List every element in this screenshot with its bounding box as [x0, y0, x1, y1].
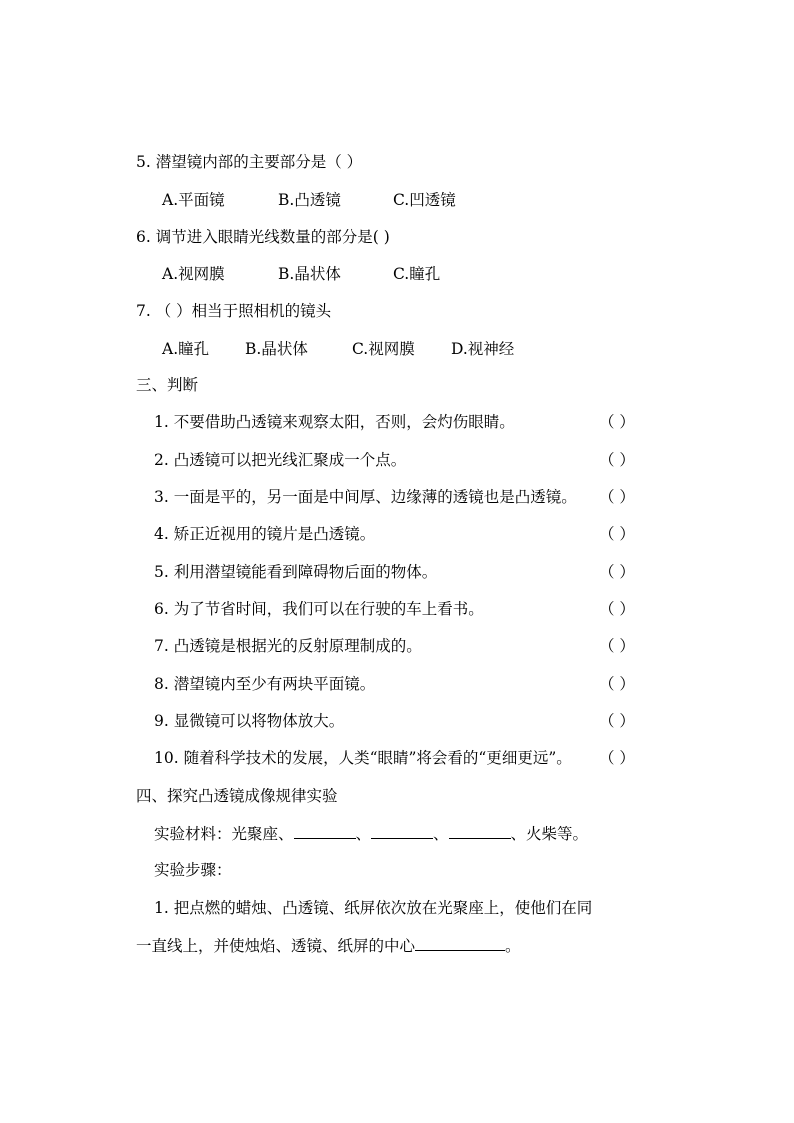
judge-item-5: 5. 利用潜望镜能看到障碍物后面的物体。 — [154, 563, 438, 581]
q5-option-c: C.凹透镜 — [393, 191, 456, 209]
judge-answer-paren-5[interactable]: （ ） — [599, 563, 635, 581]
materials-blank-1[interactable] — [294, 822, 356, 839]
judge-answer-paren-3[interactable]: （ ） — [599, 488, 635, 506]
section4-heading: 四、探究凸透镜成像规律实验 — [136, 787, 338, 805]
judge-item-4: 4. 矫正近视用的镜片是凸透镜。 — [154, 525, 376, 543]
step1-line2-suffix: 。 — [505, 937, 521, 955]
step1-line2-prefix: 一直线上，并使烛焰、透镜、纸屏的中心 — [136, 937, 416, 955]
q7-option-d: D.视神经 — [451, 340, 515, 358]
q7-option-b: B.晶状体 — [245, 340, 308, 358]
q5-option-b: B.凸透镜 — [278, 191, 341, 209]
materials-sep-1: 、 — [355, 825, 372, 843]
judge-answer-paren-7[interactable]: （ ） — [599, 637, 635, 655]
q7-stem: 7. （ ）相当于照相机的镜头 — [136, 302, 332, 320]
judge-answer-paren-8[interactable]: （ ） — [599, 675, 635, 693]
q5-option-a: A.平面镜 — [162, 191, 225, 209]
judge-answer-paren-9[interactable]: （ ） — [599, 712, 635, 730]
materials-sep-2: 、 — [433, 825, 449, 843]
q6-option-b: B.晶状体 — [278, 265, 341, 283]
judge-item-1: 1. 不要借助凸透镜来观察太阳，否则，会灼伤眼睛。 — [154, 413, 515, 431]
q5-stem: 5. 潜望镜内部的主要部分是（ ） — [136, 153, 363, 171]
judge-item-10: 10. 随着科学技术的发展，人类“眼睛”将会看的“更细更远”。 — [154, 749, 572, 767]
judge-answer-paren-6[interactable]: （ ） — [599, 600, 635, 618]
judge-answer-paren-1[interactable]: （ ） — [599, 413, 635, 431]
judge-item-3: 3. 一面是平的，另一面是中间厚、边缘薄的透镜也是凸透镜。 — [154, 488, 577, 506]
judge-answer-paren-10[interactable]: （ ） — [599, 749, 635, 767]
section3-heading: 三、判断 — [136, 376, 199, 394]
step1-line2 — [136, 934, 521, 956]
judge-item-2: 2. 凸透镜可以把光线汇聚成一个点。 — [154, 451, 407, 469]
step1-line1: 1. 把点燃的蜡烛、凸透镜、纸屏依次放在光聚座上，使他们在同 — [154, 899, 593, 917]
q7-option-c: C.视网膜 — [352, 340, 415, 358]
judge-answer-paren-2[interactable]: （ ） — [599, 451, 635, 469]
q6-stem: 6. 调节进入眼睛光线数量的部分是( ) — [136, 228, 390, 246]
judge-answer-paren-4[interactable]: （ ） — [599, 525, 635, 543]
materials-blank-3[interactable] — [449, 822, 511, 839]
materials-suffix: 、火柴等。 — [510, 825, 589, 843]
judge-item-7: 7. 凸透镜是根据光的反射原理制成的。 — [154, 637, 422, 655]
q6-option-a: A.视网膜 — [162, 265, 225, 283]
materials-line — [154, 822, 588, 844]
judge-item-8: 8. 潜望镜内至少有两块平面镜。 — [154, 675, 376, 693]
q7-option-a: A.瞳孔 — [162, 340, 210, 358]
judge-item-6: 6. 为了节省时间，我们可以在行驶的车上看书。 — [154, 600, 484, 618]
judge-item-9: 9. 显微镜可以将物体放大。 — [154, 712, 345, 730]
materials-blank-2[interactable] — [371, 822, 433, 839]
step1-blank[interactable] — [415, 934, 505, 951]
q6-option-c: C.瞳孔 — [393, 265, 441, 283]
materials-prefix: 实验材料：光聚座、 — [154, 825, 294, 843]
steps-label: 实验步骤： — [154, 861, 232, 879]
